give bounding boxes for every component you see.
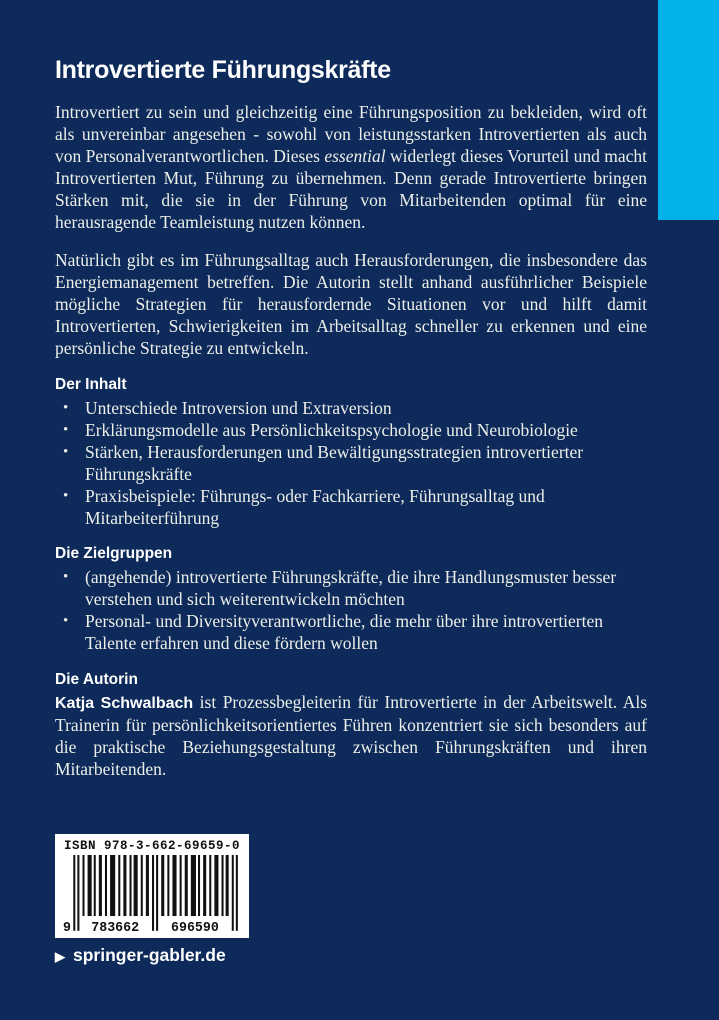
intro-paragraph-1-end: widerlegt dieses Vorurteil und macht Introvertierten Mut, Führung zu übernehmen. Denn gerade Introvertierte bringen Stärken mit, die sie in der Führung von Mitarbeitenden optimal für eine herausragende Teamleistung nutzen können. <box>55 145 648 232</box>
book-title: Introvertierte Führungskräfte <box>55 56 391 84</box>
barcode-digits-left: 783662 <box>91 920 140 935</box>
list-item: • (angehende) introvertierte Führungskräfte, die ihre Handlungsmuster besser verstehen und sich weiterentwickeln möchten <box>55 567 647 611</box>
isbn-label: ISBN 978-3-662-69659-0 <box>63 839 241 853</box>
series-color-tab <box>658 0 719 220</box>
list-item: • Erklärungsmodelle aus Persönlichkeitspsychologie und Neurobiologie <box>55 420 647 442</box>
author-paragraph <box>55 692 647 781</box>
section-heading-inhalt: Der Inhalt <box>55 375 127 393</box>
zielgruppen-list <box>55 567 647 655</box>
publisher-website <box>55 945 226 966</box>
author-bio-text: ist Prozessbegleiterin für Introvertierte in der Arbeitswelt. Als Trainerin für persönlichkeitsorientiertes Führen konzentriert sie sich besonders auf die praktische Beziehungsgestaltung zwischen Führungskräften und ihren Mitarbeitenden. <box>55 692 648 779</box>
arrow-right-icon: ▶ <box>55 949 65 964</box>
intro-paragraph-1-start: Introvertiert zu sein und gleichzeitig eine Führungsposition zu bekleiden, wird oft als unvereinbar angesehen - sowohl von leistungsstarken Introvertierten als auch von Personalverantwortlichen. Dieses <box>55 102 647 166</box>
intro-paragraph-1 <box>55 102 647 233</box>
author-name: Katja Schwalbach <box>55 695 194 713</box>
cover-content <box>55 0 647 781</box>
barcode-digits-right: 696590 <box>171 920 219 935</box>
list-item: • Unterschiede Introversion und Extraversion <box>55 398 647 420</box>
inhalt-list <box>55 398 647 529</box>
list-item: • Praxisbeispiele: Führungs- oder Fachkarriere, Führungsalltag und Mitarbeiterführung <box>55 486 647 530</box>
list-item: • Personal- und Diversityverantwortliche, die mehr über ihre introvertierten Talente erfahren und diese fördern wollen <box>55 611 647 655</box>
section-heading-zielgruppen: Die Zielgruppen <box>55 545 173 563</box>
publisher-website-label: springer-gabler.de <box>73 945 226 965</box>
isbn-barcode-box <box>55 834 249 938</box>
barcode-digit-prefix: 9 <box>63 920 72 935</box>
list-item: • Stärken, Herausforderungen und Bewältigungsstrategien introvertierter Führungskräfte <box>55 442 647 486</box>
ean-barcode <box>61 855 243 935</box>
series-name-italic: essential <box>324 145 386 166</box>
section-heading-autorin: Die Autorin <box>55 671 138 689</box>
intro-paragraph-2: Natürlich gibt es im Führungsalltag auch Herausforderungen, die insbesondere das Energiemanagement betreffen. Die Autorin stellt anhand ausführlicher Beispiele mögliche Strategien für herausfordernde Situationen vor und hilft damit Introvertierten, Schwierigkeiten im Arbeitsalltag schneller zu erkennen und eine persönliche Strategie zu entwickeln. <box>55 250 647 359</box>
